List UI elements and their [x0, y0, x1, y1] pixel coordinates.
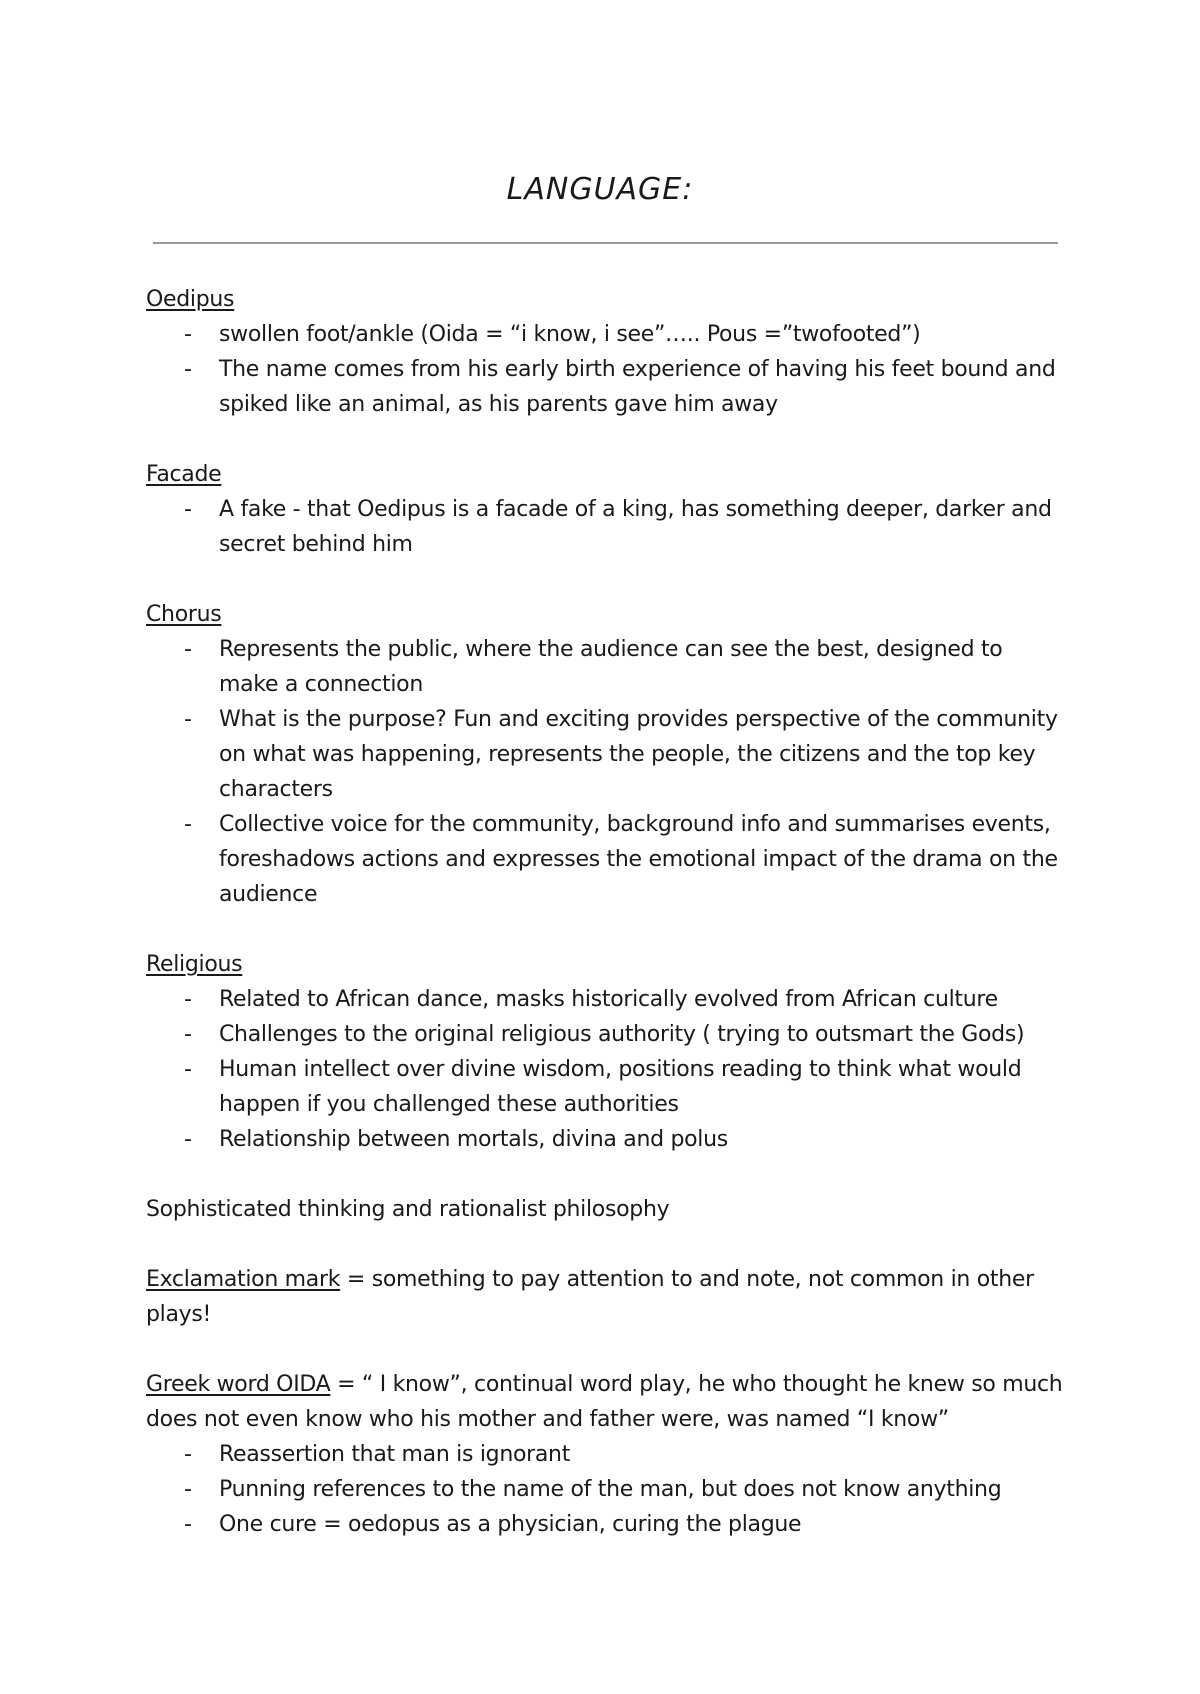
page-title: LANGUAGE:	[506, 172, 694, 207]
list-item: - Reassertion that man is ignorant	[146, 1437, 1066, 1472]
list-item: - Represents the public, where the audience can see the best, designed to make a connection	[146, 632, 1066, 702]
chorus-list	[146, 632, 1066, 912]
exclamation-text: = something to pay attention to and note, not common in other plays!	[146, 1267, 1034, 1327]
list-item: - Collective voice for the community, background info and summarises events, foreshadows actions and expresses the emotional impact of the drama on the audience	[146, 807, 1066, 912]
section-heading-facade: Facade	[146, 462, 222, 487]
list-item: - One cure = oedopus as a physician, curing the plague	[146, 1507, 1066, 1542]
facade-list	[146, 492, 1066, 562]
spacer	[146, 1332, 1066, 1367]
spacer	[146, 1227, 1066, 1262]
greek-heading: Greek word OIDA	[146, 1372, 331, 1397]
document-body	[146, 282, 1066, 1542]
list-item: - Related to African dance, masks historically evolved from African culture	[146, 982, 1066, 1017]
list-item: - What is the purpose? Fun and exciting provides perspective of the community on what was happening, represents the people, the citizens and the top key characters	[146, 702, 1066, 807]
list-item: - Relationship between mortals, divina and polus	[146, 1122, 1066, 1157]
religious-list	[146, 982, 1066, 1157]
section-heading-religious: Religious	[146, 952, 243, 977]
exclamation-heading: Exclamation mark	[146, 1267, 341, 1292]
section-heading-chorus: Chorus	[146, 602, 222, 627]
list-item: - Human intellect over divine wisdom, positions reading to think what would happen if you challenged these authorities	[146, 1052, 1066, 1122]
sophisticated-paragraph: Sophisticated thinking and rationalist philosophy	[146, 1197, 670, 1222]
list-item: - A fake - that Oedipus is a facade of a king, has something deeper, darker and secret behind him	[146, 492, 1066, 562]
oedipus-list	[146, 317, 1066, 422]
greek-paragraph	[146, 1367, 1066, 1437]
list-item: - swollen foot/ankle (Oida = “i know, i see”….. Pous =”twofooted”)	[146, 317, 1066, 352]
greek-list	[146, 1437, 1066, 1542]
spacer	[146, 422, 1066, 457]
spacer	[146, 562, 1066, 597]
title-divider	[153, 242, 1058, 244]
list-item: - Punning references to the name of the man, but does not know anything	[146, 1472, 1066, 1507]
list-item: - The name comes from his early birth experience of having his feet bound and spiked like an animal, as his parents gave him away	[146, 352, 1066, 422]
list-item: - Challenges to the original religious authority ( trying to outsmart the Gods)	[146, 1017, 1066, 1052]
spacer	[146, 1157, 1066, 1192]
exclamation-paragraph	[146, 1262, 1066, 1332]
section-heading-oedipus: Oedipus	[146, 287, 235, 312]
greek-text: = “ I know”, continual word play, he who thought he knew so much does not even know who his mother and father were, was named “I know”	[146, 1372, 1063, 1432]
spacer	[146, 912, 1066, 947]
